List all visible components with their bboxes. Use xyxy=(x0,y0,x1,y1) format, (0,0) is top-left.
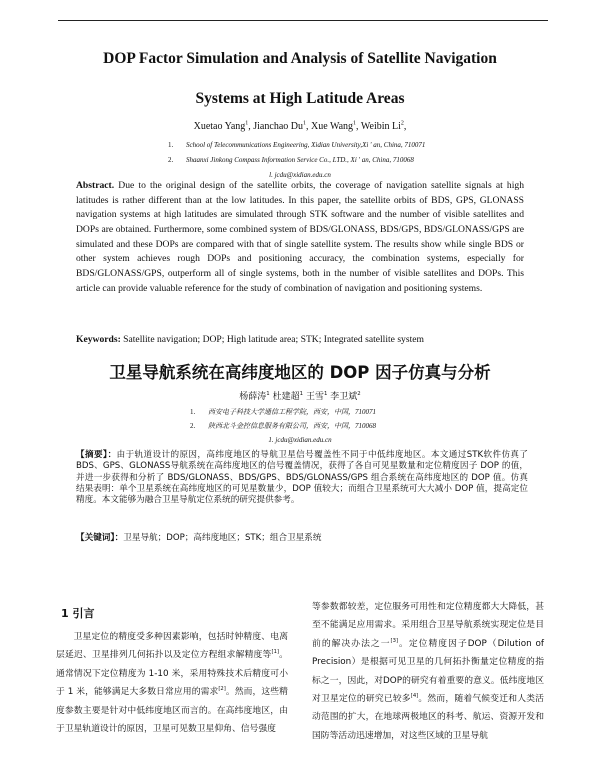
chinese-keywords-line xyxy=(76,531,528,543)
chinese-abstract-label: 【摘要】： xyxy=(76,450,117,460)
chinese-author-list: 杨薛涛$^1$ 杜建超$^1$ 王雪$^1$ 李卫斌$^2$ xyxy=(239,391,361,402)
chinese-keywords-text: 卫星导航；DOP；高纬度地区；STK；组合卫星系统 xyxy=(123,533,322,543)
affiliation-1: 1. School of Telecommunications Engineering, Xidian University,Xi ' an, China, 710071 xyxy=(168,141,426,149)
contact-email: l. jcdu@xidian.edu.cn xyxy=(269,171,331,179)
paper-title-line-1: DOP Factor Simulation and Analysis of Satellite Navigation xyxy=(103,50,497,67)
intro-right-column: 等参数都较差，定位服务可用性和定位精度都大大降低，甚至不能满足应用需求。采用组合卫星导航系统实现定位是目前的解决办法之一[3]。定位精度因子DOP（Dilution of Precision）是根据可见卫星的几何拓扑衡量定位精度的指标之一，因此，对DOP的研究有着重要的意义。低纬度地区对卫星定位的研究已较多[4]。然而，随着气候变迁和人类活动范围的扩大，在地球两极地区的科考、航运、资源开发和国防等活动迅速增加，对这些区域的卫星导航 xyxy=(312,602,544,741)
paper-title-line-2: Systems at High Latitude Areas xyxy=(195,90,405,107)
chinese-contact-email: 1. jcdu@xidian.edu.cn xyxy=(268,436,332,444)
keywords-label: Keywords: xyxy=(76,334,121,345)
affiliation-2: 2. Shaanxi Jinkong Compass Information Service Co., LTD., Xi ' an, China, 710068 xyxy=(168,156,414,164)
chinese-affiliation-1: 1. 西安电子科技大学通信工程学院，西安，中国，710071 xyxy=(190,408,376,416)
author-name: Xue Wang xyxy=(310,121,354,132)
author-name: Jianchao Du xyxy=(253,121,303,132)
abstract-paragraph xyxy=(76,179,524,296)
author-list: Xuetao Yang$^1$, Jianchao Du$^1$, Xue Wang$^1$, Weibin Li$^2$, xyxy=(193,120,407,132)
abstract-label: Abstract. xyxy=(76,180,115,191)
section-heading-introduction: 1 引言 xyxy=(61,607,95,620)
chinese-abstract-paragraph xyxy=(76,450,528,506)
author-name: Weibin Li xyxy=(360,121,401,132)
chinese-affiliation-2: 2. 陕西北斗金控信息服务有限公司，西安，中国，710068 xyxy=(190,422,376,430)
chinese-keywords-label: 【关键词】： xyxy=(76,533,124,543)
abstract-text: Due to the original design of the satellite orbits, the coverage of navigation satellite signals at high latitudes is rather different than at the low latitudes. In this paper, the satellite orbits of BDS, GPS, GLONASS navigation systems at high latitudes are simulated through STK software and the number of visible satellites and DOPs are obtained. Furthermore, some combined system of BDS/GLONASS, BDS/GPS, BDS/GLONASS/GPS are simulated and these DOPs are compared with that of single satellite system. The results show while single BDS or other system achieves rough DOPs and positioning accuracy, the combination systems, especially for BDS/GLONASS/GPS, outperform all of single systems, both in the number of visible satellites and DOPs. This article can provide valuable reference for the study of combination of navigation and positioning systems. xyxy=(76,180,524,294)
chinese-abstract-text: 由于轨道设计的原因，高纬度地区的导航卫星信号覆盖性不同于中低纬度地区。本文通过STK软件仿真了BDS、GPS、GLONASS导航系统在高纬度地区的信号覆盖情况，获得了各自可见星数量和定位精度因子 DOP 的值，并进一步获得和分析了 BDS/GLONASS、BDS/GPS、BDS/GLONASS/GPS 组合系统在高纬度地区的 DOP 值。仿真结果表明：单个卫星系统在高纬度地区的可见星数量少，DOP 值较大；而组合卫星系统可大大减小 DOP 值，提高定位精度。本文能够为融合卫星导航定位系统的研究提供参考。 xyxy=(76,450,528,506)
keywords-line xyxy=(76,334,524,345)
header-rule xyxy=(58,20,548,21)
author-name: Xuetao Yang xyxy=(193,121,246,132)
intro-left-column: 卫星定位的精度受多种因素影响，包括时钟精度、电离层延迟、卫星排列几何拓扑以及定位方程组求解精度等[1]。通常情况下定位精度为 1-10 米，采用特殊技术后精度可小于 1 米，能够满足大多数日常应用的需求[2]。然而，这些精度参数主要是针对中低纬度地区而言的。在高纬度地区，由于卫星轨道设计的原因，卫星可见数卫星仰角、信号强度 xyxy=(56,632,288,735)
keywords-text: Satellite navigation; DOP; High latitude area; STK; Integrated satellite system xyxy=(123,334,424,345)
chinese-title: 卫星导航系统在高纬度地区的 DOP 因子仿真与分析 xyxy=(109,363,491,382)
